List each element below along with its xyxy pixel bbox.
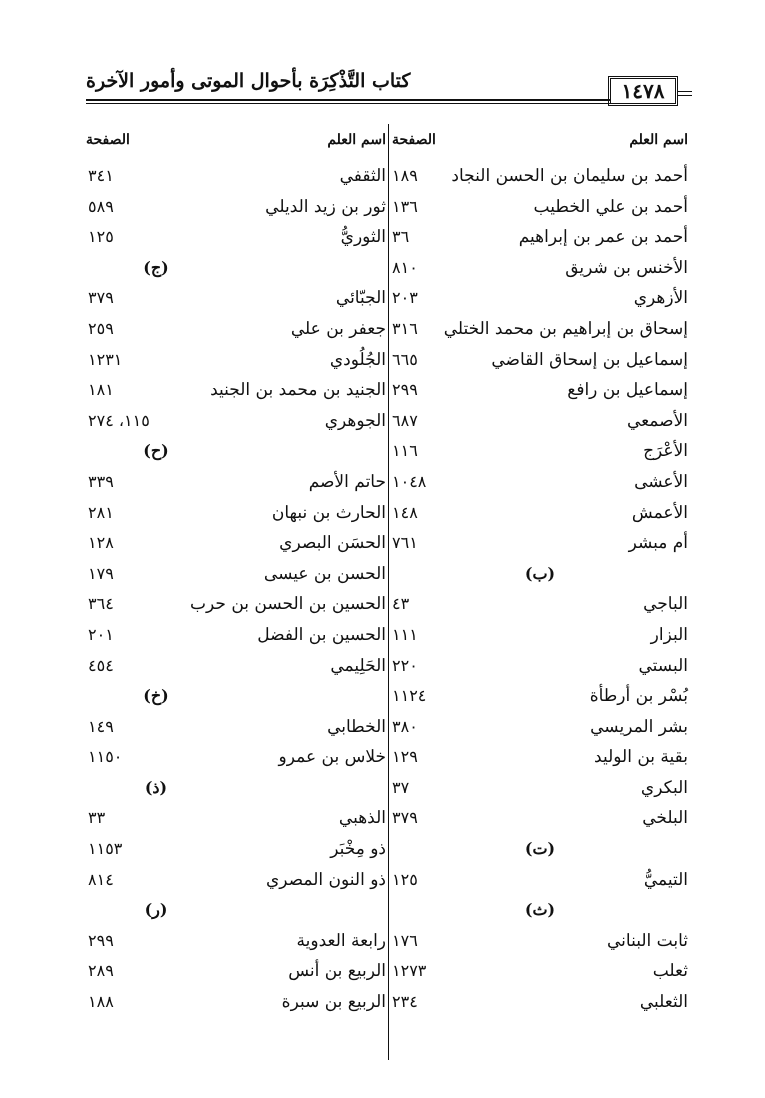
section-heading <box>86 435 386 466</box>
entry-page: ٢٩٩ <box>392 380 418 400</box>
entry-page: ٣٣٩ <box>88 471 114 491</box>
name-column-header: اسم العلم <box>327 132 386 148</box>
index-entry <box>86 802 386 833</box>
entry-page: ١١٥، ٢٧٤ <box>88 410 150 430</box>
index-entry <box>392 405 688 436</box>
entry-page: ٣٦٤ <box>88 594 114 614</box>
entry-name: أحمد بن عمر بن إبراهيم <box>518 227 688 248</box>
entry-name: الثعلبي <box>639 992 688 1013</box>
entry-page: ٣٣ <box>88 808 106 828</box>
name-column-header: اسم العلم <box>629 132 688 148</box>
entry-page: ١٤٩ <box>88 716 114 736</box>
section-heading <box>86 894 386 925</box>
entry-page: ٥٨٩ <box>88 196 114 216</box>
index-entry <box>392 435 688 466</box>
entry-name: بقية بن الوليد <box>594 747 688 768</box>
entry-name: الربيع بن سبرة <box>281 992 386 1013</box>
index-column-left <box>86 128 386 1017</box>
entry-name: أحمد بن علي الخطيب <box>533 196 688 217</box>
column-divider <box>388 124 389 1060</box>
entry-name: الأعمش <box>631 502 688 523</box>
page-header <box>86 70 686 110</box>
section-heading <box>392 894 688 925</box>
entry-page: ٨١٤ <box>88 869 114 889</box>
index-entry <box>86 833 386 864</box>
entry-name: الباجي <box>643 594 688 615</box>
entry-page: ٣٦ <box>392 227 410 247</box>
entry-page: ١٢٣١ <box>88 349 123 369</box>
entry-page: ١٨١ <box>88 380 114 400</box>
entry-page: ٧٦١ <box>392 533 418 553</box>
index-entry <box>86 741 386 772</box>
index-entry <box>392 619 688 650</box>
entry-page: ١٢٧٣ <box>392 961 427 981</box>
entry-name: أم مبشر <box>628 533 688 554</box>
index-entry <box>86 221 386 252</box>
entry-name: ذو النون المصري <box>265 869 386 890</box>
index-entry <box>86 313 386 344</box>
page-column-header: الصفحة <box>392 132 436 148</box>
entry-page: ١٧٩ <box>88 563 114 583</box>
index-entry <box>86 588 386 619</box>
entry-page: ١١٥٣ <box>88 839 123 859</box>
index-entry <box>86 986 386 1017</box>
index-entry <box>86 527 386 558</box>
entry-page: ٢٣٤ <box>392 992 418 1012</box>
section-heading <box>86 680 386 711</box>
entry-name: الأعشى <box>634 471 688 492</box>
index-rows <box>86 160 386 1017</box>
index-entry <box>392 925 688 956</box>
index-entry <box>86 711 386 742</box>
index-entry <box>86 282 386 313</box>
index-entry <box>86 374 386 405</box>
section-heading <box>86 772 386 803</box>
section-letter: (ذ) <box>144 777 168 797</box>
section-letter: (ب) <box>524 563 556 583</box>
entry-page: ٣٨٠ <box>392 716 418 736</box>
entry-page: ٣٧٩ <box>392 808 418 828</box>
entry-name: الجنيد بن محمد بن الجنيد <box>210 380 386 401</box>
entry-page: ١٢٥ <box>88 227 114 247</box>
entry-page: ٢٨١ <box>88 502 114 522</box>
index-entry <box>392 221 688 252</box>
entry-page: ٣٧٩ <box>88 288 114 308</box>
section-heading <box>392 558 688 589</box>
entry-name: الحَلِيمي <box>330 655 386 676</box>
entry-page: ١٢٨ <box>88 533 114 553</box>
entry-name: إسحاق بن إبراهيم بن محمد الختلي <box>443 318 688 339</box>
entry-name: الحسن بن عيسى <box>263 563 386 584</box>
index-entry <box>392 527 688 558</box>
index-entry <box>86 925 386 956</box>
entry-name: الحسين بن الحسن بن حرب <box>190 594 386 615</box>
index-entry <box>392 864 688 895</box>
entry-name: ثعلب <box>652 961 688 982</box>
index-entry <box>392 160 688 191</box>
index-entry <box>392 802 688 833</box>
entry-name: الجبّائي <box>335 288 386 309</box>
entry-page: ٨١٠ <box>392 257 418 277</box>
entry-name: ذو مِخْبَر <box>330 839 386 860</box>
index-entry <box>392 313 688 344</box>
entry-name: ثابت البناني <box>607 930 688 951</box>
entry-name: جعفر بن علي <box>290 318 386 339</box>
entry-page: ٢٢٠ <box>392 655 418 675</box>
entry-page: ٢٠١ <box>88 624 114 644</box>
book-title: كتاب التَّذْكِرَة بأحوال الموتى وأمور الآخرة <box>86 70 411 92</box>
section-heading <box>392 833 688 864</box>
index-entry <box>392 466 688 497</box>
entry-name: البكري <box>640 777 688 798</box>
index-entry <box>392 711 688 742</box>
index-entry <box>86 344 386 375</box>
entry-page: ١١٢٤ <box>392 686 427 706</box>
entry-name: أحمد بن سليمان بن الحسن النجاد <box>451 166 688 186</box>
entry-name: بشر المريسي <box>590 716 688 737</box>
header-rule-thin <box>86 103 611 104</box>
entry-name: الحارث بن نبهان <box>271 502 386 523</box>
column-header <box>392 128 688 160</box>
index-entry <box>86 497 386 528</box>
entry-page: ٣٤١ <box>88 166 114 185</box>
index-entry <box>86 619 386 650</box>
section-letter: (خ) <box>143 686 169 706</box>
entry-name: الثقفي <box>339 166 386 186</box>
entry-page: ٤٣ <box>392 594 410 614</box>
entry-name: التيميُّ <box>643 869 688 890</box>
index-entry <box>392 588 688 619</box>
entry-name: الجُلُودي <box>329 349 386 370</box>
entry-name: الأزهري <box>633 288 688 309</box>
section-letter: (ر) <box>144 900 168 920</box>
entry-name: الذهبي <box>338 808 386 829</box>
entry-page: ١٢٥ <box>392 869 418 889</box>
entry-page: ١١٦ <box>392 441 418 461</box>
entry-name: رابعة العدوية <box>296 930 386 951</box>
entry-name: البستي <box>638 655 688 676</box>
entry-page: ٣١٦ <box>392 318 418 338</box>
page-column-header: الصفحة <box>86 132 130 148</box>
entry-page: ١١٥٠ <box>88 747 123 767</box>
index-entry <box>392 650 688 681</box>
entry-name: الأخنس بن شريق <box>565 257 688 278</box>
entry-name: الخطابي <box>327 716 386 737</box>
section-letter: (ت) <box>524 839 556 859</box>
entry-name: حاتم الأصم <box>308 471 386 492</box>
entry-page: ٢٨٩ <box>88 961 114 981</box>
entry-page: ١٤٨ <box>392 502 418 522</box>
index-entry <box>86 955 386 986</box>
index-entry <box>86 558 386 589</box>
index-rows <box>392 160 688 1017</box>
index-entry <box>86 650 386 681</box>
index-entry <box>392 955 688 986</box>
entry-name: الربيع بن أنس <box>288 961 386 982</box>
entry-page: ١٠٤٨ <box>392 471 427 491</box>
index-entry <box>86 405 386 436</box>
section-heading <box>86 252 386 283</box>
entry-name: إسماعيل بن إسحاق القاضي <box>491 349 688 370</box>
index-entry <box>86 160 386 191</box>
entry-page: ٦٦٥ <box>392 349 418 369</box>
entry-page: ١١١ <box>392 624 418 644</box>
entry-page: ١٨٩ <box>392 166 418 185</box>
index-entry <box>392 374 688 405</box>
index-entry <box>392 741 688 772</box>
index-column-right <box>392 128 688 1017</box>
index-entry <box>86 864 386 895</box>
entry-name: الحسَن البصري <box>279 533 386 554</box>
index-entry <box>86 191 386 222</box>
entry-name: البزار <box>650 624 688 645</box>
index-entry <box>392 191 688 222</box>
entry-page: ٤٥٤ <box>88 655 114 675</box>
index-entry <box>392 986 688 1017</box>
index-entry <box>86 466 386 497</box>
index-entry <box>392 680 688 711</box>
index-entry <box>392 252 688 283</box>
index-entry <box>392 772 688 803</box>
entry-page: ١٢٩ <box>392 747 418 767</box>
entry-name: الحسين بن الفضل <box>257 624 386 645</box>
column-header <box>86 128 386 160</box>
page-number-ornament <box>678 91 692 96</box>
entry-name: ثور بن زيد الديلي <box>265 196 386 217</box>
entry-name: البلخي <box>642 808 688 829</box>
entry-page: ١٨٨ <box>88 992 114 1012</box>
page-number: ١٤٧٨ <box>608 76 678 106</box>
section-letter: (ج) <box>143 257 169 277</box>
index-entry <box>392 344 688 375</box>
entry-page: ٢٥٩ <box>88 318 114 338</box>
entry-name: إسماعيل بن رافع <box>567 380 688 401</box>
entry-name: الثوريُّ <box>340 227 386 248</box>
entry-page: ٢٠٣ <box>392 288 418 308</box>
entry-page: ١٧٦ <box>392 930 418 950</box>
entry-name: الأعْرَج <box>643 441 688 462</box>
entry-name: بُسْر بن أرطأة <box>589 686 688 707</box>
entry-name: الأصمعي <box>626 410 688 431</box>
entry-page: ٣٧ <box>392 777 410 797</box>
section-letter: (ح) <box>143 441 169 461</box>
entry-page: ٦٨٧ <box>392 410 418 430</box>
entry-page: ١٣٦ <box>392 196 418 216</box>
index-entry <box>392 497 688 528</box>
section-letter: (ث) <box>524 900 556 920</box>
index-entry <box>392 282 688 313</box>
entry-name: الجوهري <box>324 410 386 431</box>
entry-name: خلاس بن عمرو <box>278 747 386 768</box>
header-rule <box>86 99 611 101</box>
entry-page: ٢٩٩ <box>88 930 114 950</box>
